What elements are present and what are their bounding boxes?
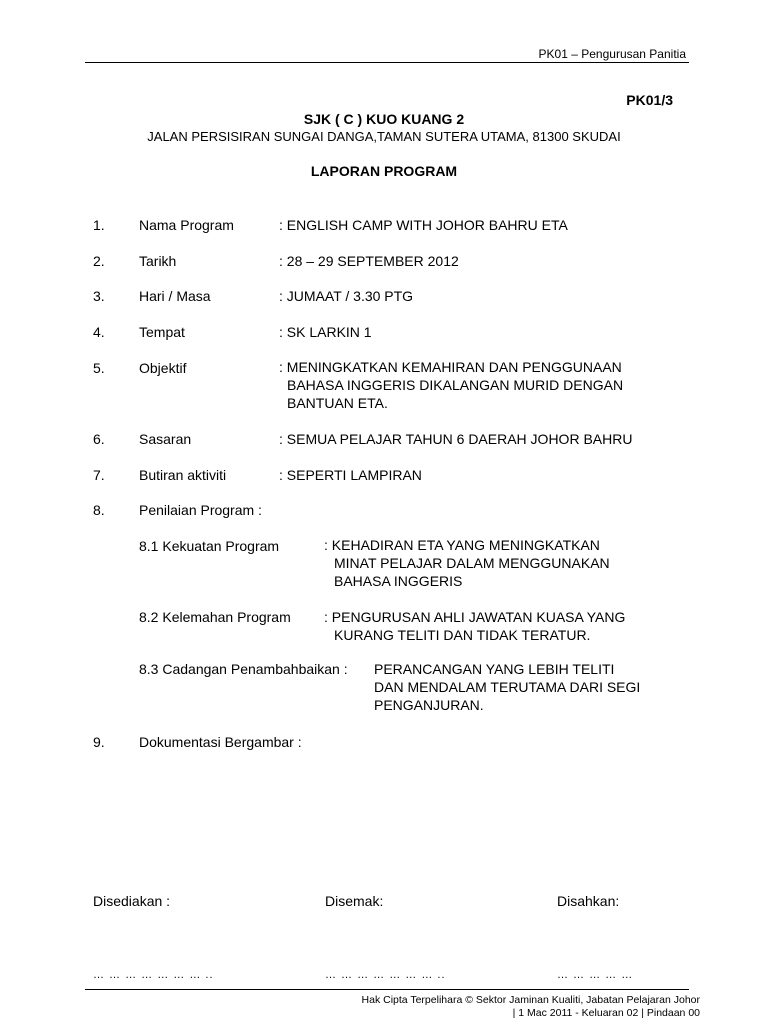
footer-version: | 1 Mac 2011 - Keluaran 02 | Pindaan 00 — [512, 1007, 700, 1019]
item-value: : JUMAAT / 3.30 PTG — [279, 288, 414, 304]
school-name: SJK ( C ) KUO KUANG 2 — [303, 111, 465, 127]
item-value: : MENINGKATKAN KEMAHIRAN DAN PENGGUNAAN BAHASA INGGERIS DIKALANGAN MURID DENGAN BANTUAN ETA. — [279, 359, 624, 411]
item-label: Penilaian Program : — [139, 502, 262, 518]
footer-copyright: Hak Cipta Terpelihara © Sektor Jaminan Kualiti, Jabatan Pelajaran Johor — [361, 994, 700, 1006]
item-number: 7. — [93, 467, 105, 483]
evaluation-value: PERANCANGAN YANG LEBIH TELITI DAN MENDALAM TERUTAMA DARI SEGI PENGANJURAN. — [374, 661, 641, 713]
item-number: 1. — [93, 217, 105, 233]
item-number: 5. — [93, 360, 105, 376]
evaluation-value: : PENGURUSAN AHLI JAWATAN KUASA YANG KURANG TELITI DAN TIDAK TERATUR. — [324, 609, 626, 643]
evaluation-label: 8.2 Kelemahan Program — [139, 609, 291, 625]
footer-rule — [85, 989, 689, 990]
evaluation-label: 8.3 Cadangan Penambahbaikan : — [139, 661, 348, 677]
item-number: 4. — [93, 324, 105, 340]
item-label: Hari / Masa — [139, 288, 211, 304]
item-number: 6. — [93, 431, 105, 447]
evaluation-label: 8.1 Kekuatan Program — [139, 538, 280, 554]
prepared-signature-line: … … … … … … … .. — [93, 969, 214, 981]
item-number: 2. — [93, 253, 105, 269]
item-value: : SEMUA PELAJAR TAHUN 6 DAERAH JOHOR BAHRU — [279, 431, 633, 447]
school-address: JALAN PERSISIRAN SUNGAI DANGA,TAMAN SUTERA UTAMA, 81300 SKUDAI — [147, 129, 621, 144]
evaluation-value: : KEHADIRAN ETA YANG MENINGKATKAN MINAT PELAJAR DALAM MENGGUNAKAN BAHASA INGGERIS — [324, 537, 610, 589]
approved-signature-line: … … … … … — [557, 969, 634, 981]
header-rule — [85, 62, 689, 63]
item-label: Objektif — [139, 360, 187, 376]
prepared-by-label: Disediakan : — [93, 893, 171, 909]
item-value: : SEPERTI LAMPIRAN — [279, 467, 422, 483]
item-number: 8. — [93, 502, 105, 518]
item-label: Tarikh — [139, 253, 177, 269]
item-value: : 28 – 29 SEPTEMBER 2012 — [279, 253, 459, 269]
report-title: LAPORAN PROGRAM — [310, 163, 458, 179]
item-label: Dokumentasi Bergambar : — [139, 734, 302, 750]
item-value: : ENGLISH CAMP WITH JOHOR BAHRU ETA — [279, 217, 568, 233]
item-number: 9. — [93, 734, 105, 750]
item-label: Sasaran — [139, 431, 192, 447]
item-value: : SK LARKIN 1 — [279, 324, 372, 340]
item-label: Tempat — [139, 324, 185, 340]
running-header: PK01 – Pengurusan Panitia — [538, 47, 686, 61]
item-label: Nama Program — [139, 217, 234, 233]
item-label: Butiran aktiviti — [139, 467, 227, 483]
checked-by-label: Disemak: — [325, 893, 384, 909]
checked-signature-line: … … … … … … … .. — [325, 969, 446, 981]
approved-by-label: Disahkan: — [557, 893, 620, 909]
document-code: PK01/3 — [626, 92, 673, 108]
item-number: 3. — [93, 288, 105, 304]
